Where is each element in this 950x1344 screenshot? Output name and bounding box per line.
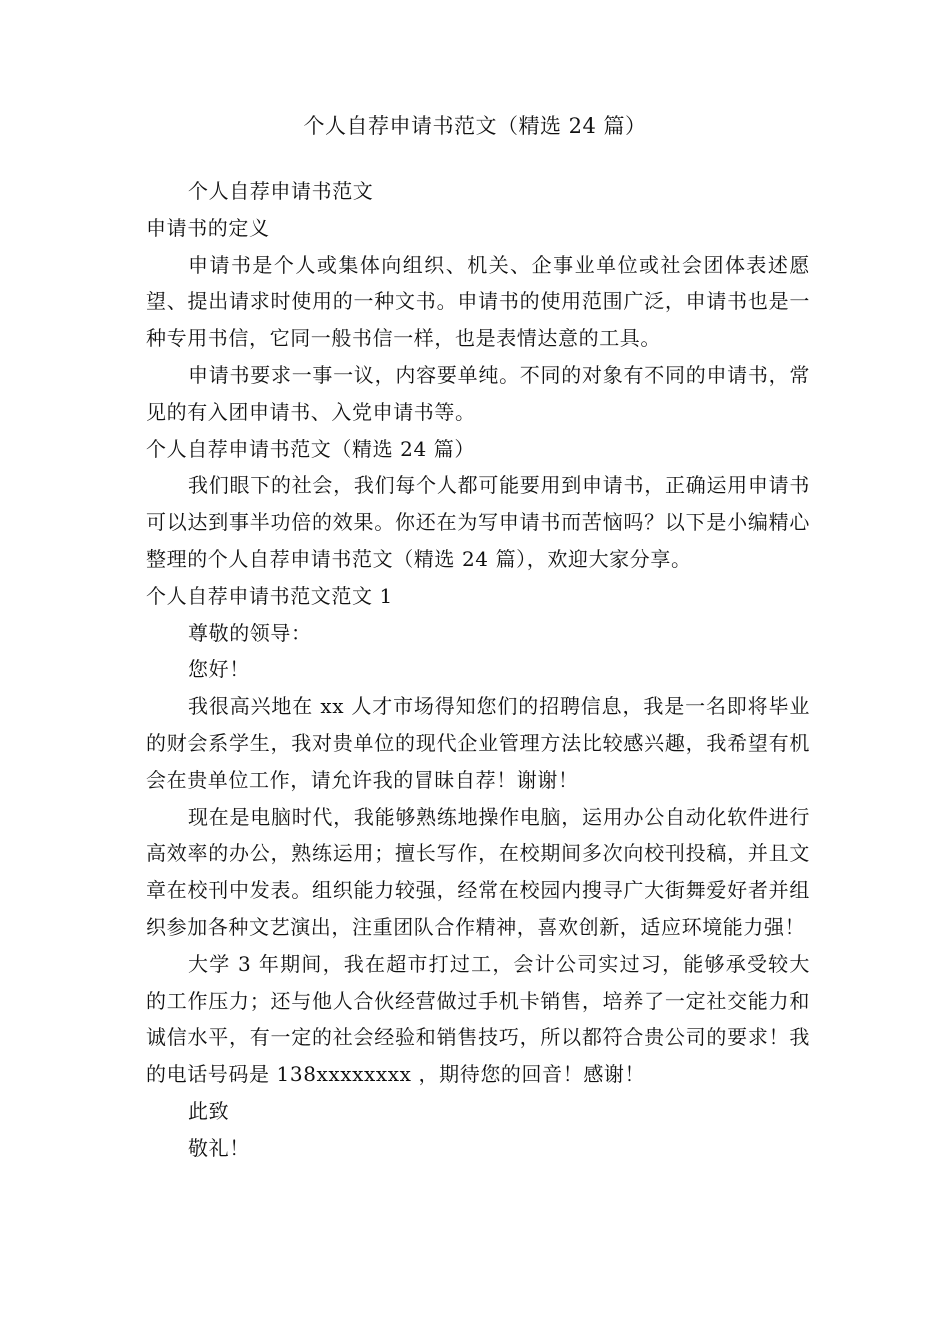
letter-closing: 敬礼！ bbox=[188, 1135, 250, 1160]
body-paragraph: 申请书要求一事一议，内容要单纯。不同的对象有不同的申请书，常见的有入团申请书、入党申请书等。 bbox=[146, 362, 810, 424]
body-paragraph: 现在是电脑时代，我能够熟练地操作电脑，运用办公自动化软件进行高效率的办公，熟练运用；擅长写作，在校期间多次向校刊投稿，并且文章在校刊中发表。组织能力较强，经常在校园内搜寻广大街舞爱好者并组织参加各种文艺演出，注重团队合作精神，喜欢创新，适应环境能力强！ bbox=[146, 804, 810, 939]
document-title: 个人自荐申请书范文（精选 24 篇） bbox=[303, 114, 647, 138]
body-paragraph: 大学 3 年期间，我在超市打过工，会计公司实过习，能够承受较大的工作压力；还与他人合伙经营做过手机卡销售，培养了一定社交能力和诚信水平，有一定的社会经验和销售技巧，所以都符合贵公司的要求！我的电话号码是 138xxxxxxxx ，期待您的回音！感谢！ bbox=[146, 951, 810, 1087]
section-heading: 申请书的定义 bbox=[146, 215, 270, 240]
section-heading: 个人自荐申请书范文 bbox=[188, 179, 374, 203]
body-paragraph: 申请书是个人或集体向组织、机关、企事业单位或社会团体表述愿望、提出请求时使用的一种文书。申请书的使用范围广泛，申请书也是一种专用书信，它同一般书信一样，也是表情达意的工具。 bbox=[146, 252, 810, 351]
body-paragraph: 我很高兴地在 xx 人才市场得知您们的招聘信息，我是一名即将毕业的财会系学生，我对贵单位的现代企业管理方法比较感兴趣，我希望有机会在贵单位工作，请允许我的冒昧自荐！谢谢！ bbox=[146, 694, 810, 792]
letter-greeting: 您好！ bbox=[188, 657, 250, 682]
letter-closing: 此致 bbox=[188, 1098, 230, 1123]
section-heading: 个人自荐申请书范文范文 1 bbox=[146, 583, 393, 608]
document-body bbox=[146, 173, 810, 1167]
letter-salutation: 尊敬的领导： bbox=[188, 620, 312, 645]
section-heading: 个人自荐申请书范文（精选 24 篇） bbox=[146, 436, 475, 461]
body-paragraph: 我们眼下的社会，我们每个人都可能要用到申请书，正确运用申请书可以达到事半功倍的效果。你还在为写申请书而苦恼吗？以下是小编精心整理的个人自荐申请书范文（精选 24 篇），欢迎大家分享。 bbox=[146, 473, 810, 571]
